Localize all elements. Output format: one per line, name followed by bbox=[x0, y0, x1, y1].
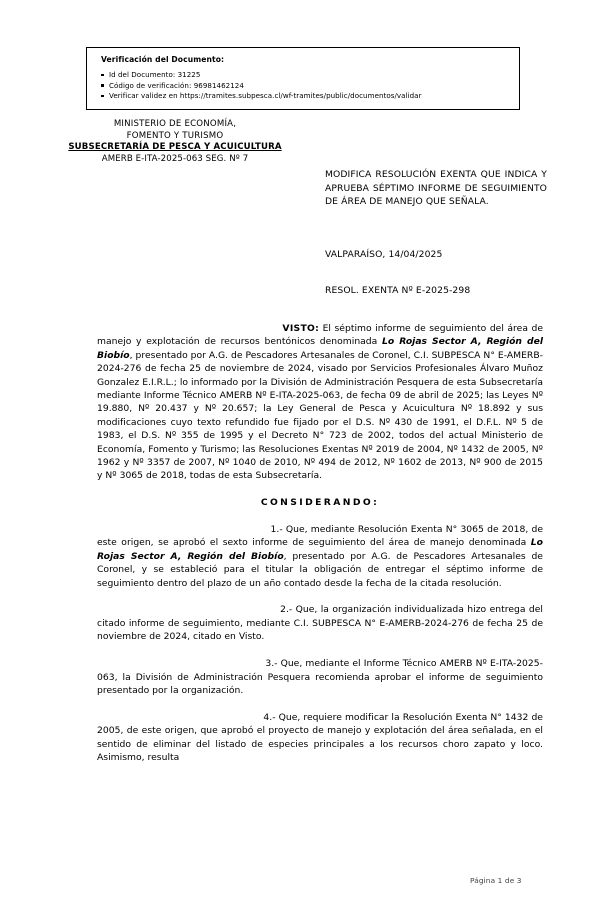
considerando-1-text-2: , presentado por A.G. de Pescadores Artesanales de Coronel, y se estableció para el titular la obligación de entregar el séptimo informe de seguimiento dentro del plazo de un año contado desde la fecha de la citada resolución. bbox=[97, 550, 543, 589]
verification-item-id bbox=[109, 70, 519, 81]
considerando-heading: CONSIDERANDO: bbox=[260, 497, 380, 509]
file-reference: AMERB E-ITA-2025-063 SEG. Nº 7 bbox=[101, 153, 249, 164]
considerando-1-text-1: 1.- Que, mediante Resolución Exenta N° 3065 de 2018, de este origen, se aprobó el sexto informe de seguimiento del área de manejo denominada bbox=[97, 524, 543, 549]
place-and-date: VALPARAÍSO, 14/04/2025 bbox=[325, 249, 443, 260]
considerando-1-area-name: Lo Rojas Sector A, Región del Biobío bbox=[97, 537, 543, 562]
subsecretariat-name: SUBSECRETARÍA DE PESCA Y ACUICULTURA bbox=[68, 142, 282, 153]
document-body bbox=[97, 322, 543, 764]
item-1-indent bbox=[97, 524, 271, 535]
considerando-item-4 bbox=[97, 711, 543, 765]
verification-item-url bbox=[109, 91, 519, 102]
bullet-icon bbox=[101, 95, 104, 98]
considerando-2-text: 2.- Que, la organización individualizada hizo entrega del citado informe de seguimiento, mediante C.I. SUBPESCA N° E-AMERB-2024-276 de fecha 25 de noviembre de 2024, citado en Visto. bbox=[97, 604, 543, 643]
verification-box bbox=[86, 47, 520, 110]
spacer bbox=[97, 483, 543, 496]
letterhead bbox=[35, 119, 315, 165]
considerando-3-text: 3.- Que, mediante el Informe Técnico AMERB Nº E-ITA-2025-063, la División de Administración Pesquera recomienda aprobar el informe de seguimiento presentado por la organización. bbox=[97, 658, 543, 696]
verification-item-url-text: Verificar validez en https://tramites.subpesca.cl/wf-tramites/public/documentos/validar bbox=[109, 91, 422, 101]
verification-list bbox=[87, 70, 519, 102]
considerando-4-text: 4.- Que, requiere modificar la Resolución Exenta N° 1432 de 2005, de este origen, que aprobó el proyecto de manejo y explotación del área señalada, en el sentido de eliminar del listado de especies principales a los recursos choro zapato y loco. Asimismo, resulta bbox=[97, 711, 543, 763]
page-footer: Página 1 de 3 bbox=[470, 876, 522, 885]
visto-text-2: , presentado por A.G. de Pescadores Artesanales de Coronel, C.I. SUBPESCA N° E-AMERB-2024-276 de fecha 25 de noviembre de 2024, visado por Servicios Profesionales Álvaro Muñoz Gonzalez E.I.R.L.; lo informado por la División de Administración Pesquera de esta Subsecretaría mediante Informe Técnico AMERB Nº E-ITA-2025-063, de fecha 09 de abril de 2025; las Leyes Nº 19.880, Nº 20.437 y Nº 20.657; la Ley General de Pesca y Acuicultura Nº 18.892 y sus modificaciones cuyo texto refundido fue fijado por el D.S. Nº 430 de 1991, el D.F.L. Nº 5 de 1983, el D.S. Nº 355 de 1995 y el Decreto N° 723 de 2002, todos del actual Ministerio de Economía, Fomento y Turismo; las Resoluciones Exentas Nº 2019 de 2004, Nº 1432 de 2005, Nº 1962 y Nº 3357 de 2007, Nº 1040 de 2010, Nº 494 de 2012, Nº 1602 de 2013, Nº 900 de 2015 y Nº 3065 de 2018, todas de esta Subsecretaría. bbox=[97, 349, 543, 482]
verification-item-code bbox=[109, 81, 519, 92]
visto-indent bbox=[97, 323, 282, 334]
item-4-indent bbox=[97, 712, 263, 723]
verification-item-id-text: Id del Documento: 31225 bbox=[109, 70, 201, 79]
spacer bbox=[97, 590, 543, 603]
spacer bbox=[97, 510, 543, 523]
ministry-line-2: FOMENTO Y TURISMO bbox=[126, 130, 224, 141]
item-3-indent bbox=[97, 658, 265, 669]
ministry-line-1: MINISTERIO DE ECONOMÍA, bbox=[113, 119, 237, 129]
item-2-indent bbox=[97, 604, 280, 615]
visto-area-name: Lo Rojas Sector A, Región del Biobío bbox=[97, 336, 543, 361]
resolution-number: RESOL. EXENTA Nº E-2025-298 bbox=[325, 285, 471, 296]
visto-paragraph bbox=[97, 322, 543, 483]
bullet-icon bbox=[101, 74, 104, 77]
considerando-item-2 bbox=[97, 603, 543, 643]
verification-title: Verificación del Documento: bbox=[101, 55, 225, 64]
considerando-item-1 bbox=[97, 523, 543, 590]
visto-text-1: El séptimo informe de seguimiento del área de manejo y explotación de recursos bentónicos denominada bbox=[97, 323, 543, 348]
verification-item-code-text: Código de verificación: 96981462124 bbox=[109, 80, 244, 90]
considerando-item-3 bbox=[97, 657, 543, 697]
document-subject: MODIFICA RESOLUCIÓN EXENTA QUE INDICA Y APRUEBA SÉPTIMO INFORME DE SEGUIMIENTO DE ÁREA DE MANEJO QUE SEÑALA. bbox=[325, 169, 547, 207]
bullet-icon bbox=[101, 84, 104, 87]
spacer bbox=[97, 644, 543, 657]
visto-label: VISTO: bbox=[282, 323, 320, 334]
spacer bbox=[97, 697, 543, 710]
